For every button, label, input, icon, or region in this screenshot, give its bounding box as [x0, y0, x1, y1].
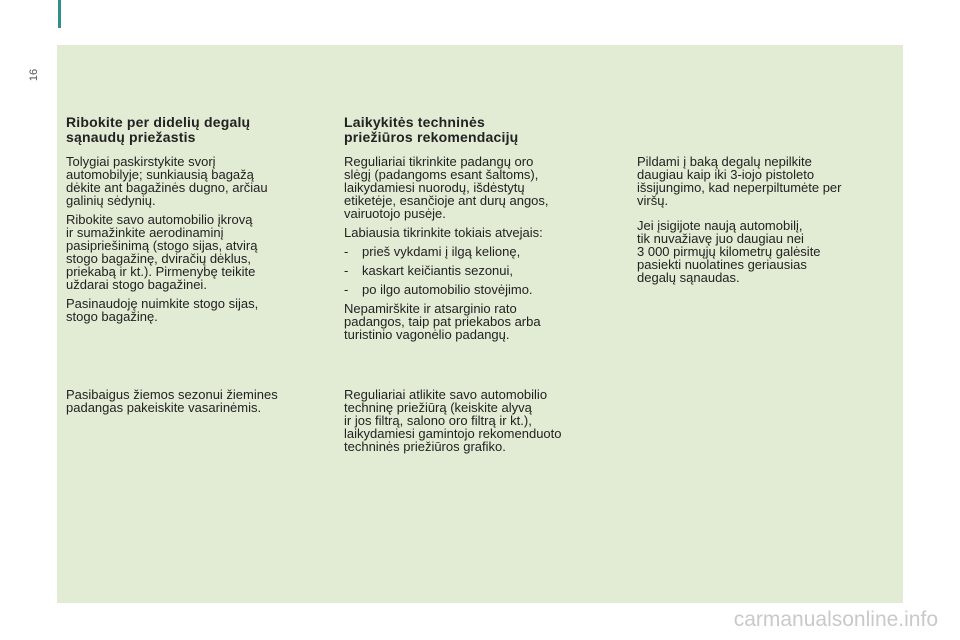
fuel-consumption-body — [66, 155, 321, 329]
paragraph-check-when: Labiausia tikrinkite tokiais atvejais: — [344, 225, 543, 240]
winter-tyres-note — [66, 388, 321, 420]
paragraph-new-vehicle: Jei įsigijote naują automobilį, tik nuvažiavę juo daugiau nei 3 000 pirmųjų kilometrų galėsite pasiekti nuolatines geriausias degalų sąnaudas. — [637, 218, 821, 285]
paragraph-load-distribution: Tolygiai paskirstykite svorį automobilyje; sunkiausią bagažą dėkite ant bagažinės dugno, arčiau galinių sėdynių. — [66, 154, 268, 208]
watermark-text: carmanualsonline.info — [733, 608, 938, 631]
section-heading-maintenance: Laikykitės techninės priežiūros rekomendacijų — [344, 114, 519, 145]
section-heading-fuel-consumption: Ribokite per didelių degalų sąnaudų priežastis — [66, 114, 251, 145]
fuel-consumption-section — [66, 115, 321, 145]
maintenance-section — [344, 115, 609, 145]
list-item: - prieš vykdami į ilgą kelionę, — [344, 245, 609, 258]
check-occasions-list — [344, 245, 609, 296]
service-schedule-note — [344, 388, 609, 459]
list-item: - kaskart keičiantis sezonui, — [344, 264, 609, 277]
paragraph-refuelling: Pildami į baką degalų nepilkite daugiau kaip iki 3-iojo pistoleto išsijungimo, kad neperpiltumėte per viršų. — [637, 154, 842, 208]
refuelling-tips — [637, 155, 892, 290]
paragraph-spare-tyre: Nepamirškite ir atsarginio rato padangos, taip pat priekabos arba turistinio vagonėlio padangų. — [344, 301, 541, 342]
paragraph-service-schedule: Reguliariai atlikite savo automobilio techninę priežiūrą (keiskite alyvą ir jos filtrą, salono oro filtrą ir kt.), laikydamiesi gamintojo rekomenduoto techninės priežiūros grafiko. — [344, 387, 562, 454]
page-number: 16 — [28, 68, 40, 82]
list-item: - po ilgo automobilio stovėjimo. — [344, 283, 609, 296]
paragraph-tyre-pressure: Reguliariai tikrinkite padangų oro slėgį (padangoms esant šaltoms), laikydamiesi nuorodų, išdėstytų etiketėje, esančioje ant durų angos, vairuotojo pusėje. — [344, 154, 549, 221]
margin-accent-rule — [58, 0, 61, 28]
paragraph-winter-tyres: Pasibaigus žiemos sezonui žiemines padangas pakeiskite vasarinėmis. — [66, 387, 278, 415]
paragraph-limit-load: Ribokite savo automobilio įkrovą ir sumažinkite aerodinaminį pasipriešinimą (stogo sijas, atvirą stogo bagažinę, dviračių dėklus, priekabą ir kt.). Pirmenybę teikite uždarai stogo bagažinei. — [66, 212, 258, 292]
paragraph-remove-roof-bars: Pasinaudoję nuimkite stogo sijas, stogo bagažinę. — [66, 296, 259, 324]
maintenance-body — [344, 155, 609, 347]
